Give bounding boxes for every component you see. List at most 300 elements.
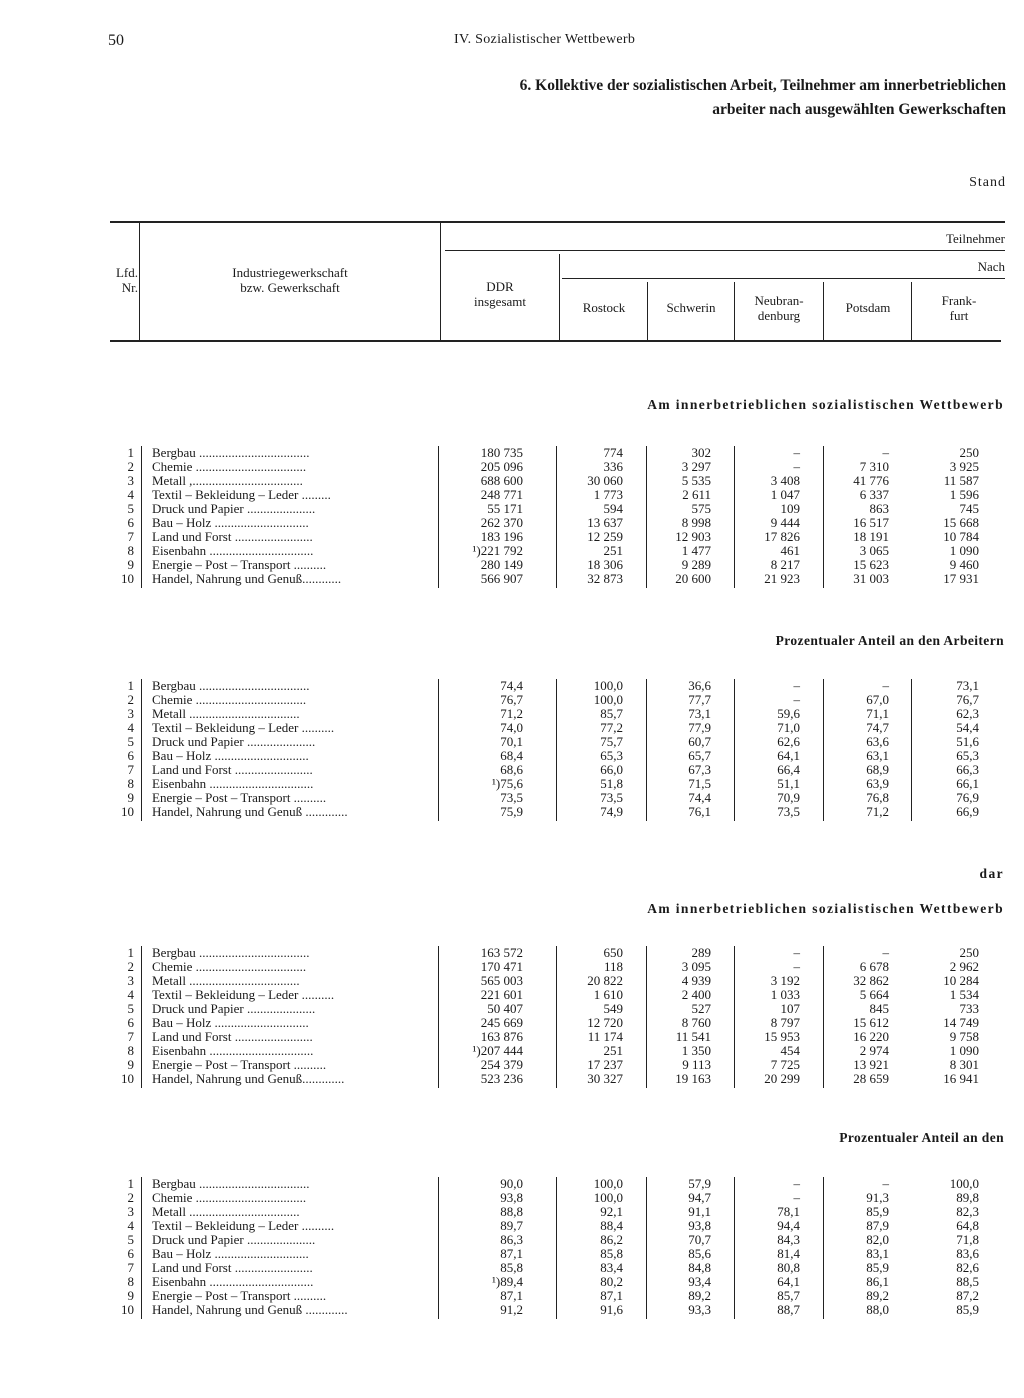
header-top-rule [110, 221, 1005, 223]
row-number: 5 [127, 501, 134, 516]
cell-value: 4 939 [681, 973, 711, 988]
row-label: Bergbau .................................. [152, 1177, 310, 1191]
cell-value: 9 758 [949, 1029, 979, 1044]
table-row [0, 679, 1024, 693]
cell-neubrandenburg [736, 707, 800, 721]
header-ddr-line-1: DDR [486, 279, 514, 294]
row-number: 2 [127, 1190, 134, 1205]
cell-value: 82,3 [956, 1204, 979, 1219]
cell-value: 100,0 [593, 1176, 623, 1191]
cell-value: 57,9 [688, 1176, 711, 1191]
row-number: 1 [127, 945, 134, 960]
cell-neubrandenburg [736, 735, 800, 749]
table-row [0, 1275, 1024, 1289]
cell-frankfurt [912, 1177, 979, 1191]
cell-value: 88,7 [777, 1302, 800, 1317]
cell-value: 78,1 [777, 1204, 800, 1219]
header-divider-nr [139, 223, 140, 340]
row-number: 7 [127, 1029, 134, 1044]
row-label: Bau – Holz ............................. [152, 516, 309, 530]
cell-value: 100,0 [593, 692, 623, 707]
cell-neubrandenburg [736, 1177, 800, 1191]
header-nr: Nr. [121, 280, 138, 295]
cell-potsdam [825, 988, 889, 1002]
cell-value: 9 460 [949, 557, 979, 572]
row-number: 1 [127, 445, 134, 460]
cell-value: 523 236 [480, 1071, 523, 1086]
cell-value: 92,1 [600, 1204, 623, 1219]
cell-value: 83,1 [866, 1246, 889, 1261]
cell-potsdam [825, 502, 889, 516]
cell-value: – [793, 945, 800, 960]
cell-value: 2 400 [681, 987, 711, 1002]
cell-frankfurt [912, 488, 979, 502]
cell-schwerin [648, 749, 711, 763]
section-3-prefix: dar [979, 866, 1004, 881]
cell-frankfurt [912, 721, 979, 735]
cell-value: 91,6 [600, 1302, 623, 1317]
row-number: 6 [127, 1246, 134, 1261]
cell-value: 86,1 [866, 1274, 889, 1289]
cell-value: 59,6 [777, 706, 800, 721]
cell-ddr [440, 1275, 523, 1289]
cell-neubrandenburg [736, 446, 800, 460]
table-row [0, 1205, 1024, 1219]
cell-value: 251 [603, 1043, 623, 1058]
row-label: Land und Forst ........................ [152, 530, 313, 544]
cell-neubrandenburg [736, 1233, 800, 1247]
cell-rostock [558, 572, 623, 586]
cell-potsdam [825, 1002, 889, 1016]
cell-frankfurt [912, 1016, 979, 1030]
cell-rostock [558, 1177, 623, 1191]
cell-value: 1 033 [770, 987, 800, 1002]
cell-neubrandenburg [736, 805, 800, 819]
cell-value: 66,1 [956, 776, 979, 791]
cell-value: 9 113 [682, 1057, 711, 1072]
cell-potsdam [825, 1016, 889, 1030]
table-row [0, 749, 1024, 763]
row-label: Energie – Post – Transport .......... [152, 1289, 327, 1303]
row-number: 10 [121, 1302, 134, 1317]
cell-value: 65,7 [688, 748, 711, 763]
cell-rostock [558, 460, 623, 474]
cell-potsdam [825, 530, 889, 544]
cell-frankfurt [912, 693, 979, 707]
header-ddr-line-2: insgesamt [474, 294, 526, 309]
cell-value: 85,7 [600, 706, 623, 721]
cell-potsdam [825, 1205, 889, 1219]
cell-value: 8 797 [770, 1015, 800, 1030]
cell-frankfurt [912, 1205, 979, 1219]
cell-value: 248 771 [480, 487, 523, 502]
cell-rostock [558, 693, 623, 707]
cell-ddr [440, 460, 523, 474]
header-neubrandenburg-line-1: Neubran- [754, 293, 804, 308]
row-number: 4 [127, 720, 134, 735]
cell-value: 73,5 [777, 804, 800, 819]
cell-value: 1 610 [593, 987, 623, 1002]
table-title-line-2: arbeiter nach ausgewählten Gewerkschaften [712, 101, 1006, 118]
cell-value: 251 [603, 543, 623, 558]
row-label: Handel, Nahrung und Genuß ............. [152, 805, 348, 819]
cell-value: 71,2 [866, 804, 889, 819]
cell-value: 54,4 [956, 720, 979, 735]
cell-value: 74,7 [866, 720, 889, 735]
cell-potsdam [825, 749, 889, 763]
cell-potsdam [825, 805, 889, 819]
cell-value: 3 065 [859, 543, 889, 558]
cell-ddr [440, 488, 523, 502]
cell-value: 9 444 [770, 515, 800, 530]
table-title-line-1: 6. Kollektive der sozialistischen Arbeit, Teilnehmer am innerbetrieblichen [519, 77, 1006, 94]
cell-value: 70,1 [500, 734, 523, 749]
row-number: 7 [127, 1260, 134, 1275]
row-label: Druck und Papier ..................... [152, 1233, 316, 1247]
row-number: 6 [127, 1015, 134, 1030]
header-neubrandenburg-line-2: denburg [757, 308, 801, 323]
cell-neubrandenburg [736, 1275, 800, 1289]
cell-frankfurt [912, 707, 979, 721]
cell-rostock [558, 558, 623, 572]
row-number: 3 [127, 973, 134, 988]
cell-value: 90,0 [500, 1176, 523, 1191]
header-lfd-nr [104, 265, 138, 295]
cell-value: 9 289 [681, 557, 711, 572]
cell-value: 80,2 [600, 1274, 623, 1289]
header-divider-neubrandenburg [823, 282, 824, 340]
cell-ddr [440, 1233, 523, 1247]
cell-neubrandenburg [736, 1289, 800, 1303]
cell-frankfurt [912, 544, 979, 558]
cell-value: 180 735 [480, 445, 523, 460]
cell-value: – [882, 945, 889, 960]
cell-schwerin [648, 572, 711, 586]
cell-frankfurt [912, 679, 979, 693]
cell-value: 41 776 [853, 473, 889, 488]
header-teilnehmer-rule [445, 250, 1005, 251]
cell-schwerin [648, 502, 711, 516]
cell-value: 76,9 [956, 790, 979, 805]
cell-frankfurt [912, 572, 979, 586]
footnote-marker: ¹) [472, 543, 481, 558]
row-label: Druck und Papier ..................... [152, 735, 316, 749]
row-number: 8 [127, 543, 134, 558]
row-label: Druck und Papier ..................... [152, 502, 316, 516]
cell-value: 2 974 [859, 1043, 889, 1058]
cell-schwerin [648, 1177, 711, 1191]
cell-value: 863 [869, 501, 889, 516]
cell-potsdam [825, 1247, 889, 1261]
cell-value: 76,1 [688, 804, 711, 819]
cell-value: 85,6 [688, 1246, 711, 1261]
cell-potsdam [825, 1275, 889, 1289]
cell-value: 93,8 [688, 1218, 711, 1233]
cell-value: 17 826 [764, 529, 800, 544]
cell-rostock [558, 1002, 623, 1016]
row-number: 10 [121, 571, 134, 586]
cell-rostock [558, 1233, 623, 1247]
cell-value: – [882, 445, 889, 460]
cell-neubrandenburg [736, 679, 800, 693]
cell-frankfurt [912, 474, 979, 488]
cell-potsdam [825, 572, 889, 586]
cell-value: 566 907 [480, 571, 523, 586]
cell-frankfurt [912, 502, 979, 516]
cell-schwerin [648, 974, 711, 988]
cell-potsdam [825, 1261, 889, 1275]
footnote-marker: ¹) [492, 776, 501, 791]
cell-frankfurt [912, 791, 979, 805]
cell-value: 87,2 [956, 1288, 979, 1303]
cell-ddr [440, 516, 523, 530]
cell-rostock [558, 1275, 623, 1289]
cell-schwerin [648, 1247, 711, 1261]
cell-value: 17 931 [943, 571, 979, 586]
cell-neubrandenburg [736, 558, 800, 572]
cell-ddr [440, 791, 523, 805]
table-row [0, 1177, 1024, 1191]
cell-ddr [440, 749, 523, 763]
cell-value: 63,1 [866, 748, 889, 763]
cell-value: 76,7 [956, 692, 979, 707]
row-label: Textil – Bekleidung – Leder ......... [152, 488, 331, 502]
header-frankfurt [913, 293, 1005, 323]
cell-neubrandenburg [736, 693, 800, 707]
cell-value: 250 [959, 445, 979, 460]
cell-neubrandenburg [736, 1219, 800, 1233]
cell-value: 109 [780, 501, 800, 516]
cell-frankfurt [912, 530, 979, 544]
cell-frankfurt [912, 763, 979, 777]
table-row [0, 974, 1024, 988]
cell-neubrandenburg [736, 530, 800, 544]
cell-value: 89,7 [500, 1218, 523, 1233]
cell-value: 12 720 [587, 1015, 623, 1030]
row-label: Bau – Holz ............................. [152, 749, 309, 763]
row-number: 4 [127, 987, 134, 1002]
row-label: Chemie .................................. [152, 460, 307, 474]
cell-schwerin [648, 763, 711, 777]
cell-schwerin [648, 707, 711, 721]
cell-value: 83,4 [600, 1260, 623, 1275]
cell-ddr [440, 1030, 523, 1044]
cell-frankfurt [912, 1058, 979, 1072]
cell-value: 3 408 [770, 473, 800, 488]
table-row [0, 488, 1024, 502]
header-neubrandenburg [736, 293, 822, 323]
cell-schwerin [648, 1002, 711, 1016]
cell-potsdam [825, 735, 889, 749]
table-row [0, 474, 1024, 488]
cell-value: 50 407 [487, 1001, 523, 1016]
cell-value: 289 [691, 945, 711, 960]
cell-potsdam [825, 1044, 889, 1058]
row-number: 7 [127, 762, 134, 777]
table-row [0, 1303, 1024, 1317]
cell-schwerin [648, 1303, 711, 1317]
row-label: Energie – Post – Transport .......... [152, 791, 327, 805]
cell-value: 93,3 [688, 1302, 711, 1317]
cell-ddr [440, 805, 523, 819]
cell-value: 64,1 [777, 748, 800, 763]
cell-value: 1 047 [770, 487, 800, 502]
cell-neubrandenburg [736, 544, 800, 558]
cell-value: 73,5 [500, 790, 523, 805]
cell-value: 85,8 [500, 1260, 523, 1275]
cell-neubrandenburg [736, 749, 800, 763]
cell-value: 13 921 [853, 1057, 889, 1072]
cell-value: 262 370 [480, 515, 523, 530]
cell-neubrandenburg [736, 1016, 800, 1030]
table-row [0, 1016, 1024, 1030]
cell-value: 163 876 [480, 1029, 523, 1044]
cell-ddr [440, 1177, 523, 1191]
cell-value: 527 [691, 1001, 711, 1016]
header-divider-rostock [647, 282, 648, 340]
cell-value: 100,0 [593, 1190, 623, 1205]
cell-potsdam [825, 721, 889, 735]
cell-schwerin [648, 805, 711, 819]
cell-value: 183 196 [480, 529, 523, 544]
row-label: Metall .................................. [152, 974, 300, 988]
cell-value: 77,9 [688, 720, 711, 735]
row-label: Textil – Bekleidung – Leder .......... [152, 988, 335, 1002]
cell-value: 66,4 [777, 762, 800, 777]
cell-value: 51,1 [777, 776, 800, 791]
cell-value: 207 444 [480, 1043, 523, 1058]
cell-schwerin [648, 558, 711, 572]
cell-frankfurt [912, 1233, 979, 1247]
cell-potsdam [825, 1072, 889, 1086]
cell-value: 6 337 [859, 487, 889, 502]
cell-rostock [558, 1191, 623, 1205]
cell-schwerin [648, 1072, 711, 1086]
row-label: Metall .................................. [152, 1205, 300, 1219]
table-row [0, 735, 1024, 749]
cell-value: 77,7 [688, 692, 711, 707]
cell-rostock [558, 474, 623, 488]
cell-schwerin [648, 1219, 711, 1233]
cell-potsdam [825, 460, 889, 474]
header-union [170, 265, 410, 295]
cell-value: 7 725 [770, 1057, 800, 1072]
row-label: Chemie .................................. [152, 960, 307, 974]
cell-value: 85,7 [777, 1288, 800, 1303]
cell-potsdam [825, 1219, 889, 1233]
table-row [0, 763, 1024, 777]
cell-rostock [558, 735, 623, 749]
page-number: 50 [108, 32, 124, 49]
cell-ddr [440, 502, 523, 516]
cell-value: 31 003 [853, 571, 889, 586]
cell-value: 28 659 [853, 1071, 889, 1086]
cell-value: – [882, 1176, 889, 1191]
cell-rostock [558, 791, 623, 805]
cell-value: 32 873 [587, 571, 623, 586]
cell-value: 88,0 [866, 1302, 889, 1317]
cell-value: 74,4 [688, 790, 711, 805]
cell-neubrandenburg [736, 960, 800, 974]
cell-rostock [558, 544, 623, 558]
cell-value: 76,8 [866, 790, 889, 805]
cell-value: 14 749 [943, 1015, 979, 1030]
cell-value: 549 [603, 1001, 623, 1016]
cell-value: 51,8 [600, 776, 623, 791]
cell-value: 82,6 [956, 1260, 979, 1275]
cell-rostock [558, 763, 623, 777]
cell-schwerin [648, 960, 711, 974]
cell-ddr [440, 1191, 523, 1205]
cell-value: 3 095 [681, 959, 711, 974]
running-head: IV. Sozialistischer Wettbewerb [454, 32, 636, 47]
row-number: 2 [127, 692, 134, 707]
cell-ddr [440, 446, 523, 460]
cell-ddr [440, 974, 523, 988]
table-row [0, 805, 1024, 819]
cell-value: 254 379 [480, 1057, 523, 1072]
row-number: 7 [127, 529, 134, 544]
cell-value: 245 669 [480, 1015, 523, 1030]
table-row [0, 777, 1024, 791]
table-row [0, 544, 1024, 558]
cell-value: 100,0 [949, 1176, 979, 1191]
cell-value: 15 623 [853, 557, 889, 572]
cell-value: 91,2 [500, 1302, 523, 1317]
cell-value: 68,9 [866, 762, 889, 777]
header-rostock: Rostock [582, 300, 626, 315]
cell-value: 73,5 [600, 790, 623, 805]
table-row [0, 1002, 1024, 1016]
row-number: 9 [127, 1288, 134, 1303]
cell-potsdam [825, 946, 889, 960]
header-bottom-rule [110, 340, 1001, 342]
cell-ddr [440, 558, 523, 572]
row-number: 6 [127, 515, 134, 530]
table-row [0, 960, 1024, 974]
cell-rostock [558, 1030, 623, 1044]
cell-value: 74,9 [600, 804, 623, 819]
cell-value: 82,0 [866, 1232, 889, 1247]
cell-value: 94,7 [688, 1190, 711, 1205]
cell-value: 745 [959, 501, 979, 516]
cell-rostock [558, 946, 623, 960]
cell-potsdam [825, 679, 889, 693]
cell-value: 1 596 [949, 487, 979, 502]
cell-ddr [440, 721, 523, 735]
cell-potsdam [825, 558, 889, 572]
cell-ddr [440, 777, 523, 791]
cell-neubrandenburg [736, 1303, 800, 1317]
cell-rostock [558, 488, 623, 502]
cell-ddr [440, 1044, 523, 1058]
cell-neubrandenburg [736, 1191, 800, 1205]
cell-schwerin [648, 791, 711, 805]
cell-ddr [440, 735, 523, 749]
row-label: Bergbau .................................. [152, 946, 310, 960]
cell-rostock [558, 446, 623, 460]
row-label: Bergbau .................................. [152, 446, 310, 460]
row-number: 2 [127, 459, 134, 474]
cell-value: 85,9 [866, 1204, 889, 1219]
cell-neubrandenburg [736, 1044, 800, 1058]
table-row [0, 558, 1024, 572]
cell-value: – [793, 1176, 800, 1191]
row-label: Eisenbahn ................................ [152, 544, 314, 558]
row-number: 1 [127, 678, 134, 693]
cell-neubrandenburg [736, 474, 800, 488]
cell-value: 64,1 [777, 1274, 800, 1289]
